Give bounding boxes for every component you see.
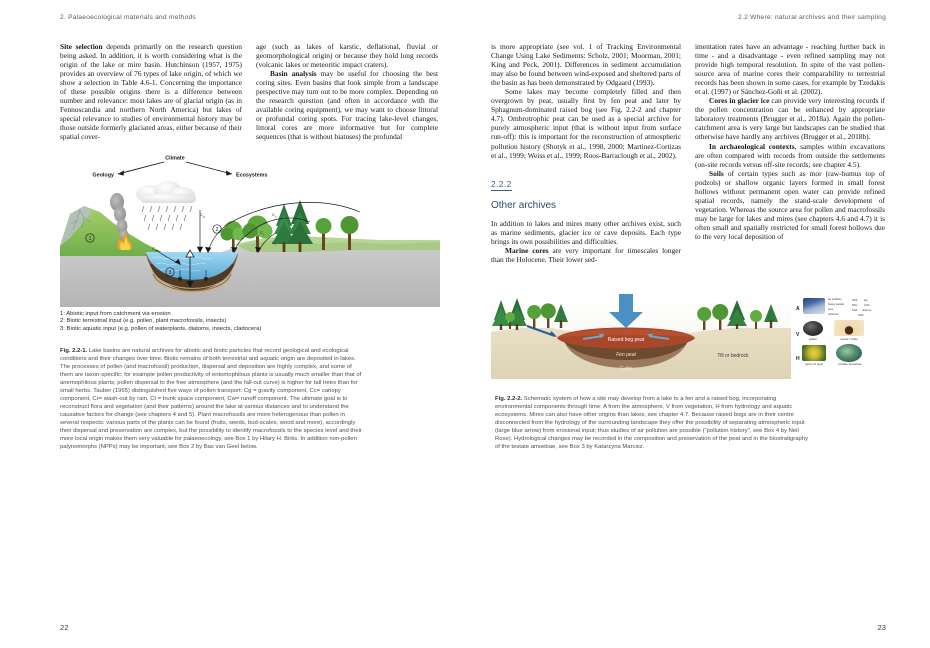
panel-row-label-H: H [796,355,800,362]
folio-right: 23 [877,623,886,632]
label-Cw: C [152,245,155,251]
pollutant-label: NH3 [858,313,864,317]
label-gyttja: Gyttja [619,365,633,372]
pollutant-label: SO2 [852,298,858,302]
thumb-seeds-fruits [834,320,864,336]
figure-2-caption-text: Schematic system of how a site may develop from a lake to a fen and a raised bog, incorporating environmental components through time: A from the atmosphere, V from vegetation, H from hydrology and aquatic ecosystems. Mires can also have other origins than lakes, see chapter 4.7. Because raised bogs are in their centre disconnected from the hydrology of the surrounding landscape they offer the possibility of separating atmospheric input (large blue arrow) from erosional input; thus studies of air pollution are possible ("pollution history", see Box 4 by Neil Rose). Hydrological changes may be recorded in the composition and preservation of the peat and in the biostratigraphy of the testate amoebae, see Box 3 by Katarzyna Marcisz. [495,395,809,450]
label-geology: Geology [92,172,114,179]
paragraph [491,246,681,264]
panel-row-label-V: V [796,331,800,338]
paragraph-lead: In archaeological contexts [709,141,795,151]
paragraph-lead: Soils [709,168,724,178]
thumb-label-seeds: seeds / fruits [840,336,858,341]
figure-1-legend [60,311,447,334]
pollutant-label: nutrients [828,312,839,316]
panel-row-label-A: A [796,305,800,312]
paragraph-text: can provide very interesting records if the pollen concentration can be enhanced by appropriate laboratory treatments (Brugger et al., 2018a). Again the pollen-catchment area is very large but landscapes can be studied that otherwise have hardly any archives (Brugger et al., 2018b). [695,96,885,142]
thumb-atmosphere [803,298,825,314]
pollutant-label: NOx [852,303,858,307]
svg-text:r: r [263,231,265,236]
rain-drops [142,206,192,230]
paragraph-text: imentation rates have an advantage - reaching further back in time - and a disadvantage - even refined sampling may not provide high temporal resolution. In spite of the vast pollen-source area of marine cores their comparability to terrestrial records has been shown in some cases, for example by Tzedakis et al. (1997) or Sánchez-Goñi et al. (2002). [695,42,885,97]
pollutant-label: soot [828,307,834,311]
paragraph [256,42,438,69]
lake-basin-svg [60,152,440,307]
right-page [465,0,930,648]
left-column-2 [256,42,438,142]
svg-text:w: w [155,247,158,252]
paragraph [491,87,681,159]
mire-cross-section-svg [491,294,791,379]
pollutant-label: CH4 [852,308,858,312]
paragraph-text: , samples within excavations are often compared with records from outside the settlements (on-site records versus off-site records; see chapter 4.5). [695,141,885,169]
paragraph-text: In addition to lakes and mires many other archives exist, such as marine sediments, glacier ice or cave deposits. Each type brings its own possibilities and difficulties. [491,218,681,246]
paragraph [695,142,885,169]
paragraph-lead: Cores in glacier ice [709,96,770,106]
section-number: 2.2.2 [491,178,512,189]
figure-1-caption-text: Lake basins are natural archives for abiotic and biotic particles that record geological and ecological conditions and their changes over time. Biotic remains of both terrestrial and aquatic origin are deposited in lakes. The processes of pollen (and macrofossil) production, dispersal and deposition are highly complex, and some of them are taxon-specific: for example pollen productivity of entomophilous plants is usually much smaller than that of anemophilous plants; pollen dispersal to the free atmosphere (and the fall-out curve) is higher for tall trees than for small herbs. Tauber (1965) distinguished five ways of pollen transport: Cg = gravity component, Cc= canopy component, Cr= wash-out by rain, Ct = trunk space component, Cw= runoff component. The ultimate goal is to reconstruct flora and vegetation (and their patterns) around the lake at various distances and to understand the causative factors for change (see chapters 4 and 5). Plant macrofossils are more heterogenous than pollen in several respects: various parts of the plants can be found (fruits, seeds, bud-scales, wood and more), accordingly their dispersal and preservation are complex, but the possibility to identify macrofossils to the species level and their more local origin makes them very valuable for palaeoecology, see Box 1 by Hilary H. Birks. In addition non-pollen palynomorphs (NPPs) may be important, see Box 2 by Bas van Geel below. [60,348,362,451]
climate-arrows [118,162,232,174]
paragraph [60,42,242,142]
paragraph-text: is more appropriate (see vol. 1 of Tracking Environmental Change Using Lake Sediments: Scholz, 2001; Moorman, 2001; King and Peck, 2001). Differences in sediment accumulation may also be found between wind-exposed and sheltered parts of the basin as has been demonstrated by Odgaard (1993). [491,42,681,88]
label-fen-peat: Fen peat [616,351,636,358]
paragraph-text: Some lakes may become completely filled and then overgrown by peat, usually first by fen peat and later by Sphagnum-dominated raised bog (see Fig. 2.2-2 and chapter 4.7). Ombrotrophic peat can be used as a special archive for purely atmospheric input (that is without input from surface run-off): this is important for the reconstruction of atmospheric pollution history (Shotyk et al., 1998, 2000; Martinez-Cortizas et al., 1999; Weiss et al., 1999; Roos-Barraclough et al., 2002). [491,87,681,160]
thumb-label-peat: types of peat [805,361,823,366]
marker-2: 2 [215,226,219,233]
svg-text:g: g [203,213,205,218]
svg-text:c: c [275,213,277,218]
figure-2-caption [495,395,813,451]
paragraph [491,42,681,87]
paragraph-lead: Basin analysis [270,69,317,79]
paragraph [695,42,885,96]
thumb-testate-amoebae [836,344,862,362]
paragraph-text: age (such as lakes of karstic, deflational, fluvial or geomorphological origin) or because they hold long records (volcanic lakes or meteoritic impact craters). [256,42,438,70]
figure-1-caption-label: Fig. 2.2-1. [60,348,88,355]
legend-item: 1: Abiotic input from catchment via erosion [60,310,171,317]
pollutant-label: CO2 [864,303,870,307]
cloud-icon [136,181,196,203]
paragraph-text: are very important for timescales longer than the Holocene. Their lower sed- [491,245,681,264]
marker-3: 3 [168,269,172,276]
pollutant-label: nitric ox. [862,308,873,312]
running-head-right: 2.2 Where: natural archives and their sampling [738,14,886,21]
label-ecosystems: Ecosystems [236,172,268,179]
figure-1-caption [60,347,365,451]
folio-left: 22 [60,623,69,632]
label-Cg: C [200,211,203,217]
right-page-columns [491,42,886,264]
paragraph [695,169,885,241]
svg-text:t: t [275,241,277,246]
right-column-2 [695,42,885,264]
mire-development-diagram [491,294,884,379]
pollutant-label: Hg [864,298,868,302]
thumb-label-pollen: pollen [808,336,818,341]
paragraph [256,69,438,141]
pollutant-label: air pollution [828,297,842,301]
thumb-types-of-peat [802,345,826,361]
figure2-component-panel [796,294,876,379]
section-title: Other archives [491,199,557,211]
figure-2-2-1 [60,152,447,452]
figure-2-2-2 [491,294,886,451]
left-page-columns [60,42,447,142]
paragraph-text: may be useful for choosing the best coring sites. Even basins that look simple from a landscape perspective may turn out to be more complex. Depending on the research question (and often in accordance with the available coring equipment), we may want to choose littoral or profundal coring spots. For tracing lake-level changes, littoral cores are more informative but for complete sequences (that is without hiatuses) the profundal [256,69,438,142]
paragraph-text: depends primarily on the research question being asked. In addition, it is worth considering what is the origin of the lake or mire basin. Hutchinson (1957, 1975) provides an overview of 76 types of lake origin, of which we show a selection in Table 4.6-1. Concerning the importance of these possible origins there is a difference between number and relevance: most lakes are of glacial origin (as in Fennoscandia and northern North America) but lakes of special relevance to studies of environmental history may be those outside formerly glaciated areas, either because of their spatial cover- [60,42,243,142]
paragraph [491,219,681,246]
figure-2-caption-label: Fig. 2.2-2. [495,395,523,402]
paragraph-text: of certain types such as mor (raw-humus top of podzols) or shallow organic layers formed in small forest hollows without permanent open water can provide refined spatial records, namely the stand-scale development of vegetation. Whereas the source area for pollen and macrofossils may be large for lakes and mires (see chapters 4.6 and 4.7) it is often small and spatially restricted for small forest hollows due to the very local deposition of [695,168,885,241]
legend-item: 3: Biotic aquatic input (e.g. pollen of waterplants, diatoms, insects, cladocera) [60,325,262,332]
paragraph-lead: Marine cores [505,245,549,255]
pollutant-label: heavy metals [828,302,844,306]
marker-1: 1 [88,235,92,242]
label-Cc: C [272,211,275,217]
label-raised-bog-peat: Raised bog peat [607,336,645,343]
paragraph [695,96,885,141]
thumb-pollen [803,321,823,336]
legend-item: 2: Biotic terrestrial input (e.g. pollen, plant macrofossils, insects) [60,318,227,325]
right-column-1 [491,42,681,264]
label-Ct: C [272,239,275,245]
running-head-left: 2. Palaeoecological materials and methods [60,14,196,21]
left-column-1 [60,42,242,142]
label-Cr: C [260,229,263,235]
thumb-label-amoebae: testate amoebae [838,361,862,366]
lake-basin-diagram [60,152,440,307]
label-climate: Climate [165,155,185,162]
label-till-or-bedrock: Till or bedrock [717,352,749,359]
paragraph-lead: Site selection [60,42,103,51]
